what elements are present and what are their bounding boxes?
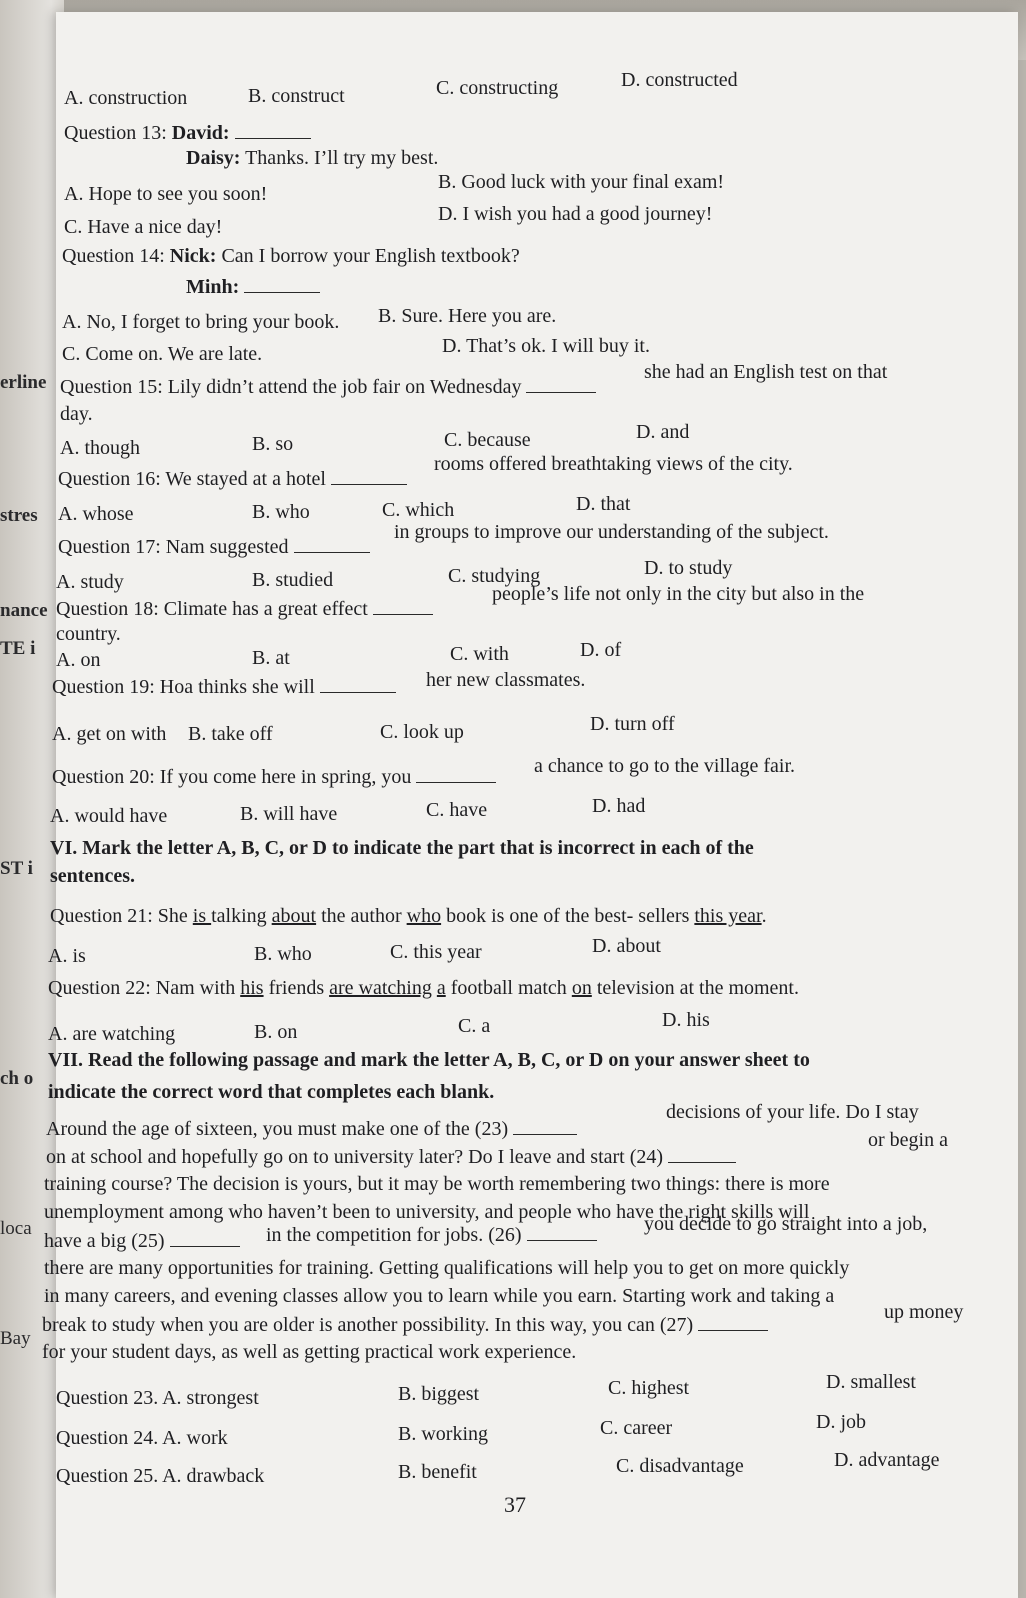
question-23: Question 23. A. strongest	[56, 1387, 259, 1409]
question-15: Question 15: Lily didn’t attend the job fair on Wednesday	[60, 374, 596, 399]
passage-line: on at school and hopefully go on to university later? Do I leave and start (24)	[46, 1144, 736, 1169]
page-number: 37	[504, 1492, 526, 1517]
margin-fragment: ch o	[0, 1068, 34, 1089]
option: C. this year	[390, 941, 482, 963]
section-heading: VII. Read the following passage and mark the letter A, B, C, or D on your answer sheet to	[48, 1049, 810, 1071]
question-21: Question 21: She is talking about the author who book is one of the best- sellers this year.	[50, 905, 767, 927]
question-19: Question 19: Hoa thinks she will	[52, 674, 396, 699]
option: C. look up	[380, 721, 464, 743]
option: A. though	[60, 437, 140, 459]
option: C. have	[426, 799, 488, 821]
option: D. of	[580, 639, 622, 661]
margin-fragment: ST i	[0, 858, 33, 879]
answer-blank	[320, 674, 396, 693]
question-15-cont: she had an English test on that	[644, 361, 888, 383]
option: B. Good luck with your final exam!	[438, 171, 725, 193]
option: C. a	[458, 1015, 491, 1037]
option: A. is	[48, 945, 86, 967]
margin-fragment: nance	[0, 600, 48, 621]
option: C. which	[382, 499, 455, 521]
option: B. biggest	[398, 1383, 480, 1405]
option: D. constructed	[621, 69, 738, 91]
question-20: Question 20: If you come here in spring, you	[52, 764, 496, 789]
question-14-response: Minh:	[186, 274, 320, 299]
passage-line: for your student days, as well as getting practical work experience.	[42, 1341, 577, 1363]
answer-blank	[244, 274, 320, 293]
question-15-cont: day.	[60, 403, 93, 425]
option: D. that	[576, 493, 631, 515]
answer-blank	[668, 1144, 736, 1163]
option: D. and	[636, 421, 690, 443]
question-14: Question 14: Nick: Can I borrow your English textbook?	[62, 245, 520, 267]
option: C. highest	[608, 1377, 690, 1399]
answer-blank	[526, 374, 596, 393]
underlined-part: who	[406, 905, 442, 927]
passage-line-cont: decisions of your life. Do I stay	[666, 1101, 919, 1123]
question-22: Question 22: Nam with his friends are watching a football match on television at the moment.	[48, 977, 799, 999]
margin-fragment: erline	[0, 372, 47, 393]
option: A. study	[56, 571, 124, 593]
section-heading-cont: sentences.	[50, 865, 135, 887]
option: D. advantage	[834, 1449, 940, 1471]
passage-line-cont: you decide to go straight into a job,	[644, 1213, 928, 1235]
option: A. are watching	[48, 1023, 176, 1045]
question-20-cont: a chance to go to the village fair.	[534, 755, 796, 777]
answer-blank	[527, 1222, 597, 1241]
option: D. smallest	[826, 1371, 916, 1393]
question-25: Question 25. A. drawback	[56, 1465, 265, 1487]
option: D. That’s ok. I will buy it.	[442, 335, 650, 357]
question-19-cont: her new classmates.	[426, 669, 586, 691]
passage-line: Around the age of sixteen, you must make one of the (23)	[46, 1116, 577, 1141]
passage-line: break to study when you are older is another possibility. In this way, you can (27)	[42, 1312, 768, 1337]
option: B. who	[252, 501, 310, 523]
section-heading: VI. Mark the letter A, B, C, or D to indicate the part that is incorrect in each of the	[50, 837, 754, 859]
margin-fragment: stres	[0, 505, 38, 526]
underlined-part: this year	[694, 905, 762, 927]
margin-fragment: Bay	[0, 1328, 31, 1349]
margin-fragment: loca	[0, 1218, 32, 1239]
option: B. Sure. Here you are.	[378, 305, 557, 327]
option: B. take off	[188, 723, 273, 745]
answer-blank	[698, 1312, 768, 1331]
passage-line-cont: in the competition for jobs. (26)	[266, 1222, 597, 1247]
passage-line: unemployment among who haven’t been to university, and people who have the right skills will	[44, 1201, 810, 1223]
option: D. turn off	[590, 713, 675, 735]
margin-fragment: TE i	[0, 638, 36, 659]
passage-line: training course? The decision is yours, but it may be worth remembering two things: there is more	[44, 1173, 830, 1195]
question-18-cont: people’s life not only in the city but also in the	[492, 583, 865, 605]
option: D. had	[592, 795, 646, 817]
option: C. disadvantage	[616, 1455, 744, 1477]
underlined-part: about	[271, 905, 317, 927]
option: D. to study	[644, 557, 733, 579]
option: B. benefit	[398, 1461, 477, 1483]
option: B. will have	[240, 803, 338, 825]
question-17: Question 17: Nam suggested	[58, 534, 370, 559]
question-17-cont: in groups to improve our understanding of the subject.	[394, 521, 829, 543]
passage-line-cont: up money	[884, 1301, 964, 1323]
underlined-part: are watching	[329, 977, 432, 999]
option: C. Come on. We are late.	[62, 343, 263, 365]
option: C. constructing	[436, 77, 559, 99]
option: C. studying	[448, 565, 541, 587]
option: A. construction	[64, 87, 188, 109]
question-18-cont: country.	[56, 623, 121, 645]
option: A. would have	[50, 805, 168, 827]
option: B. on	[254, 1021, 298, 1043]
underlined-part: on	[571, 977, 592, 999]
passage-line: in many careers, and evening classes allow you to learn while you earn. Starting work and taking a	[44, 1285, 835, 1307]
question-13-response: Daisy: Thanks. I’ll try my best.	[186, 147, 439, 169]
option: C. because	[444, 429, 531, 451]
option: B. who	[254, 943, 312, 965]
option: A. get on with	[52, 723, 167, 745]
question-16: Question 16: We stayed at a hotel	[58, 466, 407, 491]
question-18: Question 18: Climate has a great effect	[56, 596, 433, 621]
answer-blank	[170, 1228, 240, 1247]
passage-line: have a big (25)	[44, 1228, 240, 1253]
answer-blank	[513, 1116, 577, 1135]
worksheet-page	[42, 12, 1018, 1598]
underlined-part: his	[240, 977, 264, 999]
option: D. about	[592, 935, 661, 957]
passage-line-cont: or begin a	[868, 1129, 948, 1151]
underlined-part: a	[436, 977, 446, 999]
option: C. career	[600, 1417, 673, 1439]
option: D. I wish you had a good journey!	[438, 203, 713, 225]
option: D. his	[662, 1009, 710, 1031]
answer-blank	[331, 466, 407, 485]
option: B. at	[252, 647, 290, 669]
answer-blank	[416, 764, 496, 783]
option: B. so	[252, 433, 294, 455]
section-heading-cont: indicate the correct word that completes each blank.	[48, 1081, 495, 1103]
option: C. with	[450, 643, 509, 665]
option: B. working	[398, 1423, 488, 1445]
passage-line: there are many opportunities for training. Getting qualifications will help you to get on more quickly	[44, 1257, 850, 1279]
option: B. studied	[252, 569, 334, 591]
option: C. Have a nice day!	[64, 216, 223, 238]
answer-blank	[294, 534, 370, 553]
option: A. on	[56, 649, 101, 671]
answer-blank	[373, 596, 433, 615]
option: A. No, I forget to bring your book.	[62, 311, 340, 333]
question-24: Question 24. A. work	[56, 1427, 228, 1449]
underlined-part: is	[192, 905, 212, 927]
question-16-cont: rooms offered breathtaking views of the city.	[434, 453, 793, 475]
option: D. job	[816, 1411, 866, 1433]
answer-blank	[235, 120, 311, 139]
question-13: Question 13: David:	[64, 120, 311, 145]
option: A. Hope to see you soon!	[64, 183, 268, 205]
option: A. whose	[58, 503, 134, 525]
option: B. construct	[248, 85, 345, 107]
